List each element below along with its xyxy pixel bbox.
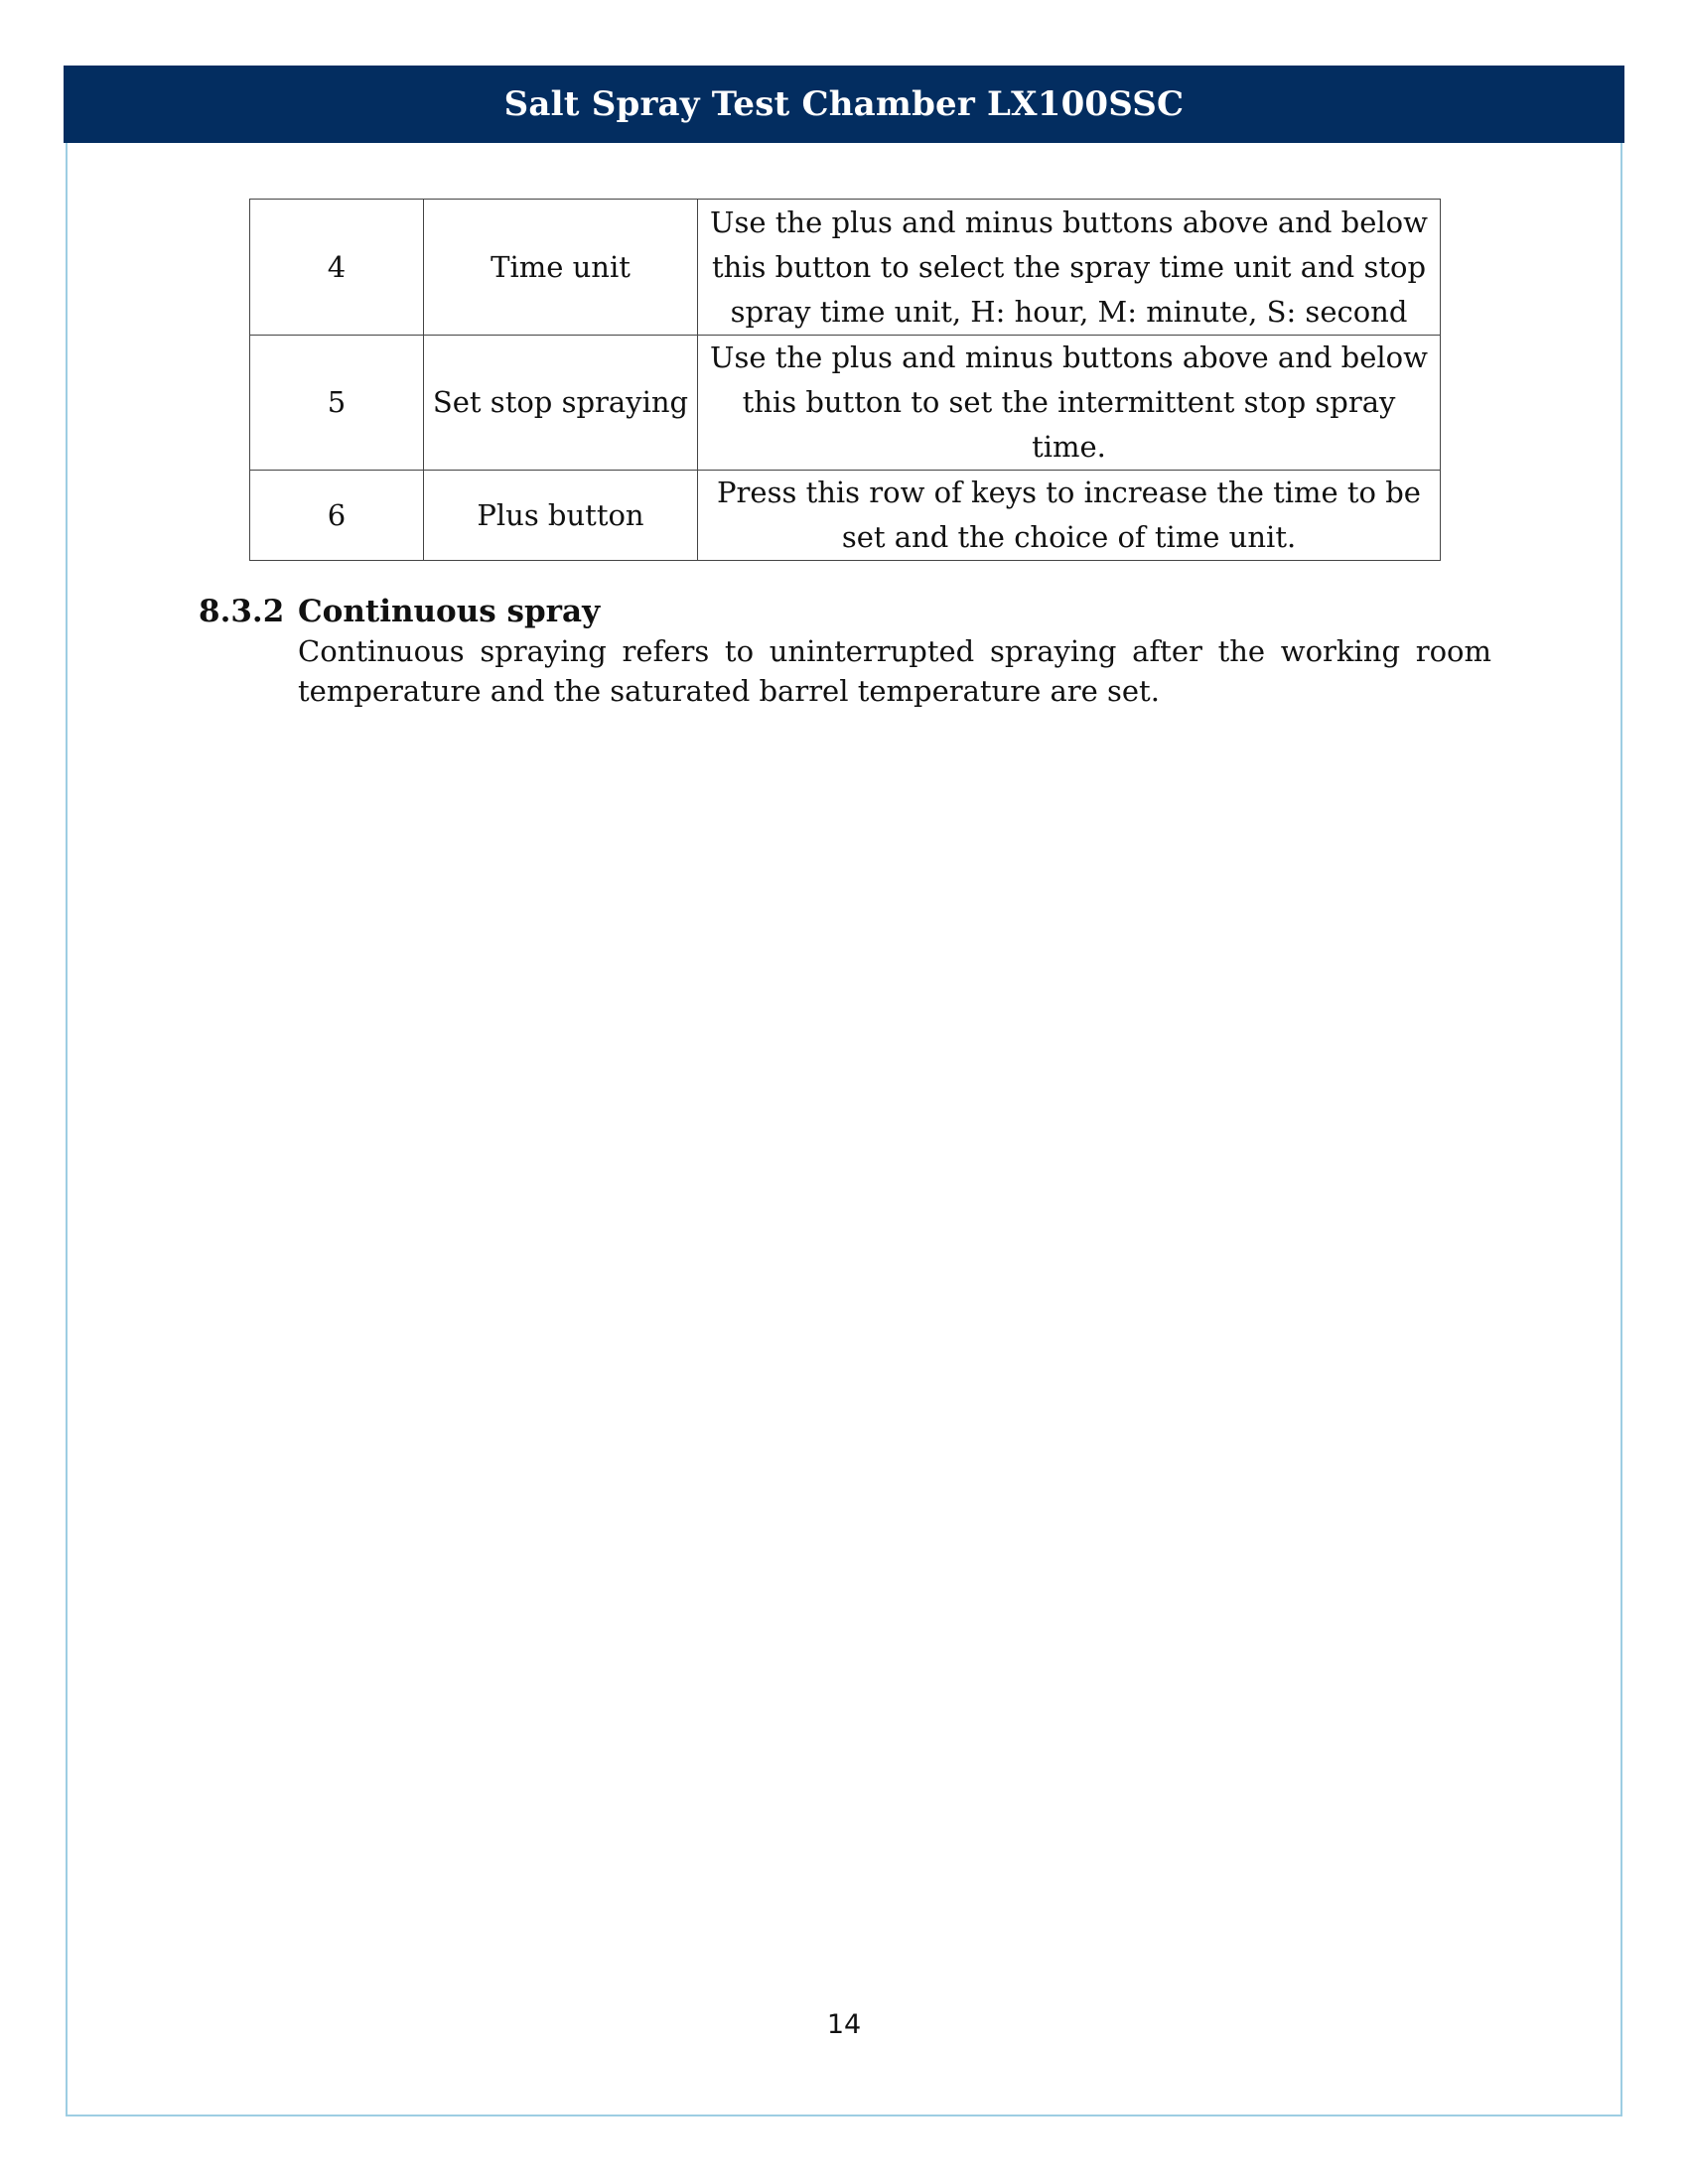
table-row	[250, 200, 1441, 336]
row-name: Plus button	[424, 471, 698, 561]
row-number: 6	[250, 471, 424, 561]
section-title: Continuous spray	[298, 594, 601, 629]
table-row	[250, 471, 1441, 561]
document-header	[64, 66, 1624, 143]
table-row	[250, 336, 1441, 471]
section-heading	[199, 592, 1491, 631]
row-name: Set stop spraying	[424, 336, 698, 471]
button-description-table	[249, 199, 1441, 561]
section-continuous-spray	[199, 592, 1491, 711]
document-title: Salt Spray Test Chamber LX100SSC	[503, 84, 1185, 124]
row-description: Use the plus and minus buttons above and below this button to set the intermittent stop spray time.	[698, 336, 1441, 471]
page-number: 14	[826, 2009, 862, 2040]
row-description: Use the plus and minus buttons above and below this button to select the spray time unit and stop spray time unit, H: hour, M: minute, S: second	[698, 200, 1441, 336]
row-name: Time unit	[424, 200, 698, 336]
row-number: 5	[250, 336, 424, 471]
row-description: Press this row of keys to increase the time to be set and the choice of time unit.	[698, 471, 1441, 561]
section-number: 8.3.2	[199, 594, 285, 629]
row-number: 4	[250, 200, 424, 336]
section-body-text: Continuous spraying refers to uninterrupted spraying after the working room temperature and the saturated barrel temperature are set.	[298, 634, 1491, 708]
